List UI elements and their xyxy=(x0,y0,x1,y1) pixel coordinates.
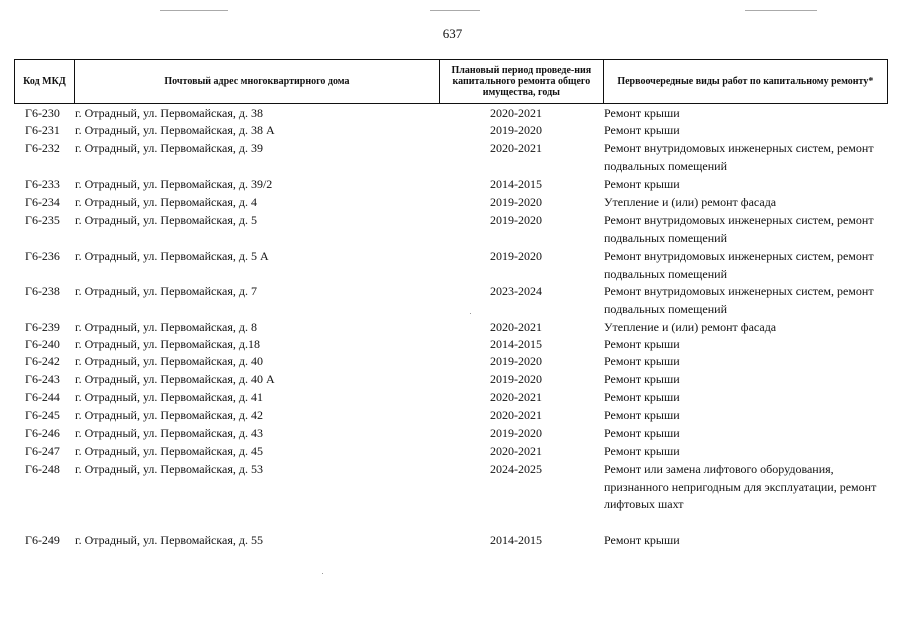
row-address: г. Отрадный, ул. Первомайская, д. 5 А xyxy=(75,249,269,263)
row-period: 2020-2021 xyxy=(490,390,542,404)
row-period: 2020-2021 xyxy=(490,444,542,458)
row-period: 2014-2015 xyxy=(490,177,542,191)
row-code: Г6-236 xyxy=(25,249,60,263)
row-address: г. Отрадный, ул. Первомайская, д.18 xyxy=(75,337,260,351)
row-period: 2019-2020 xyxy=(490,249,542,263)
row-address: г. Отрадный, ул. Первомайская, д. 41 xyxy=(75,390,263,404)
scan-speck xyxy=(470,313,471,314)
row-works: Ремонт крыши xyxy=(604,106,680,120)
row-works: Ремонт крыши xyxy=(604,372,680,386)
row-works: Ремонт крыши xyxy=(604,337,680,351)
row-address: г. Отрадный, ул. Первомайская, д. 5 xyxy=(75,213,257,227)
row-code: Г6-231 xyxy=(25,123,60,137)
row-address: г. Отрадный, ул. Первомайская, д. 39 xyxy=(75,141,263,155)
row-period: 2019-2020 xyxy=(490,354,542,368)
row-works: Ремонт крыши xyxy=(604,123,680,137)
row-address: г. Отрадный, ул. Первомайская, д. 38 xyxy=(75,106,263,120)
row-code: Г6-244 xyxy=(25,390,60,404)
row-period: 2020-2021 xyxy=(490,141,542,155)
row-code: Г6-238 xyxy=(25,284,60,298)
row-works: Утепление и (или) ремонт фасада xyxy=(604,195,777,209)
row-address: г. Отрадный, ул. Первомайская, д. 43 xyxy=(75,426,263,440)
scan-mark-right xyxy=(745,10,817,11)
row-works: Ремонт внутридомовых инженерных систем, ремонт подвальных помещений xyxy=(604,249,874,281)
row-period: 2019-2020 xyxy=(490,372,542,386)
header-address: Почтовый адрес многоквартирного дома xyxy=(75,60,440,103)
row-period: 2014-2015 xyxy=(490,337,542,351)
row-period: 2020-2021 xyxy=(490,106,542,120)
row-code: Г6-246 xyxy=(25,426,60,440)
row-period: 2020-2021 xyxy=(490,320,542,334)
row-address: г. Отрадный, ул. Первомайская, д. 38 А xyxy=(75,123,275,137)
row-code: Г6-242 xyxy=(25,354,60,368)
row-works: Ремонт крыши xyxy=(604,177,680,191)
header-period: Плановый период проведе-ния капитального ремонта общего имущества, годы xyxy=(440,60,604,103)
row-works: Ремонт крыши xyxy=(604,390,680,404)
scan-mark-left xyxy=(160,10,228,11)
row-address: г. Отрадный, ул. Первомайская, д. 40 xyxy=(75,354,263,368)
row-address: г. Отрадный, ул. Первомайская, д. 45 xyxy=(75,444,263,458)
row-address: г. Отрадный, ул. Первомайская, д. 40 А xyxy=(75,372,275,386)
row-address: г. Отрадный, ул. Первомайская, д. 8 xyxy=(75,320,257,334)
row-works: Ремонт внутридомовых инженерных систем, ремонт подвальных помещений xyxy=(604,284,874,316)
row-works: Ремонт крыши xyxy=(604,444,680,458)
row-works: Ремонт крыши xyxy=(604,533,680,547)
row-code: Г6-240 xyxy=(25,337,60,351)
row-code: Г6-248 xyxy=(25,462,60,476)
row-works: Ремонт внутридомовых инженерных систем, ремонт подвальных помещений xyxy=(604,141,874,173)
row-code: Г6-230 xyxy=(25,106,60,120)
page-number: 637 xyxy=(442,26,463,41)
row-period: 2014-2015 xyxy=(490,533,542,547)
row-works: Ремонт крыши xyxy=(604,426,680,440)
row-code: Г6-233 xyxy=(25,177,60,191)
header-code: Код МКД xyxy=(15,60,75,103)
row-works: Утепление и (или) ремонт фасада xyxy=(604,320,777,334)
row-period: 2020-2021 xyxy=(490,408,542,422)
row-address: г. Отрадный, ул. Первомайская, д. 7 xyxy=(75,284,257,298)
row-code: Г6-232 xyxy=(25,141,60,155)
scan-speck xyxy=(322,573,323,574)
row-code: Г6-239 xyxy=(25,320,60,334)
row-period: 2019-2020 xyxy=(490,195,542,209)
header-works: Первоочередные виды работ по капитальному ремонту* xyxy=(617,76,874,87)
row-address: г. Отрадный, ул. Первомайская, д. 55 xyxy=(75,533,263,547)
row-works: Ремонт крыши xyxy=(604,354,680,368)
scan-mark-center xyxy=(430,10,480,11)
row-address: г. Отрадный, ул. Первомайская, д. 42 xyxy=(75,408,263,422)
row-address: г. Отрадный, ул. Первомайская, д. 53 xyxy=(75,462,263,476)
row-code: Г6-247 xyxy=(25,444,60,458)
row-period: 2019-2020 xyxy=(490,213,542,227)
row-period: 2019-2020 xyxy=(490,426,542,440)
row-works: Ремонт внутридомовых инженерных систем, ремонт подвальных помещений xyxy=(604,213,874,245)
row-period: 2024-2025 xyxy=(490,462,542,476)
row-address: г. Отрадный, ул. Первомайская, д. 39/2 xyxy=(75,177,273,191)
row-code: Г6-235 xyxy=(25,213,60,227)
row-code: Г6-249 xyxy=(25,533,60,547)
row-address: г. Отрадный, ул. Первомайская, д. 4 xyxy=(75,195,257,209)
row-period: 2019-2020 xyxy=(490,123,542,137)
row-code: Г6-243 xyxy=(25,372,60,386)
table-header xyxy=(14,59,888,104)
row-code: Г6-234 xyxy=(25,195,60,209)
row-works: Ремонт крыши xyxy=(604,408,680,422)
row-works: Ремонт или замена лифтового оборудования, признанного непригодным для эксплуатации, ремонт лифтовых шахт xyxy=(604,462,877,511)
row-code: Г6-245 xyxy=(25,408,60,422)
row-period: 2023-2024 xyxy=(490,284,542,298)
